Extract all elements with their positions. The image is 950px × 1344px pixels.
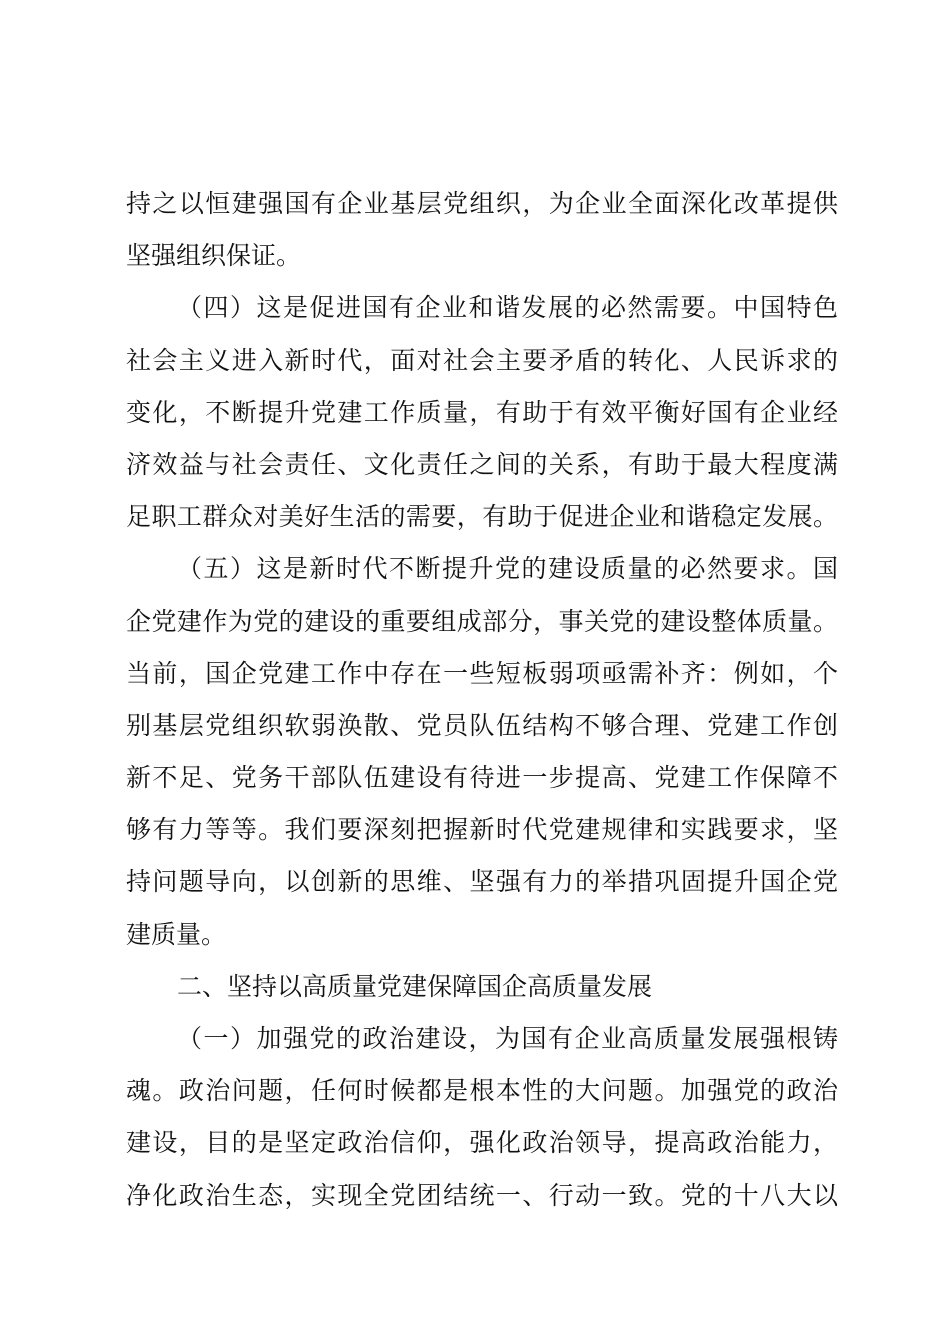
body-text	[126, 178, 838, 1222]
text-line: 企党建作为党的建设的重要组成部分，事关党的建设整体质量。	[126, 606, 838, 636]
text-line: 当前，国企党建工作中存在一些短板弱项亟需补齐：例如，个	[126, 658, 838, 688]
text-line: 社会主义进入新时代，面对社会主要矛盾的转化、人民诉求的	[126, 345, 838, 375]
text-line: 新不足、党务干部队伍建设有待进一步提高、党建工作保障不	[126, 763, 838, 793]
text-line: 建设，目的是坚定政治信仰，强化政治领导，提高政治能力，	[126, 1128, 838, 1158]
section-heading: 二、坚持以高质量党建保障国企高质量发展	[177, 971, 653, 1001]
text-line: 济效益与社会责任、文化责任之间的关系，有助于最大程度满	[126, 449, 838, 479]
text-line: 净化政治生态，实现全党团结统一、行动一致。党的十八大以	[126, 1180, 838, 1210]
text-line: 变化，不断提升党建工作质量，有助于有效平衡好国有企业经	[126, 397, 838, 427]
text-line: 建质量。	[126, 919, 227, 949]
text-line: 持问题导向，以创新的思维、坚强有力的举措巩固提升国企党	[126, 867, 838, 897]
text-line: 持之以恒建强国有企业基层党组织，为企业全面深化改革提供	[126, 189, 838, 218]
paragraph-heading-line: （五）这是新时代不断提升党的建设质量的必然要求。国	[177, 554, 838, 584]
text-line: 足职工群众对美好生活的需要，有助于促进企业和谐稳定发展。	[126, 502, 838, 532]
text-line: 魂。政治问题，任何时候都是根本性的大问题。加强党的政治	[126, 1076, 838, 1106]
text-line: 坚强组织保证。	[126, 241, 302, 271]
paragraph-heading-line: （一）加强党的政治建设，为国有企业高质量发展强根铸	[177, 1024, 838, 1053]
text-line: 别基层党组织软弱涣散、党员队伍结构不够合理、党建工作创	[126, 710, 838, 740]
paragraph-heading-line: （四）这是促进国有企业和谐发展的必然需要。中国特色	[177, 293, 838, 323]
text-line: 够有力等等。我们要深刻把握新时代党建规律和实践要求，坚	[126, 815, 838, 845]
